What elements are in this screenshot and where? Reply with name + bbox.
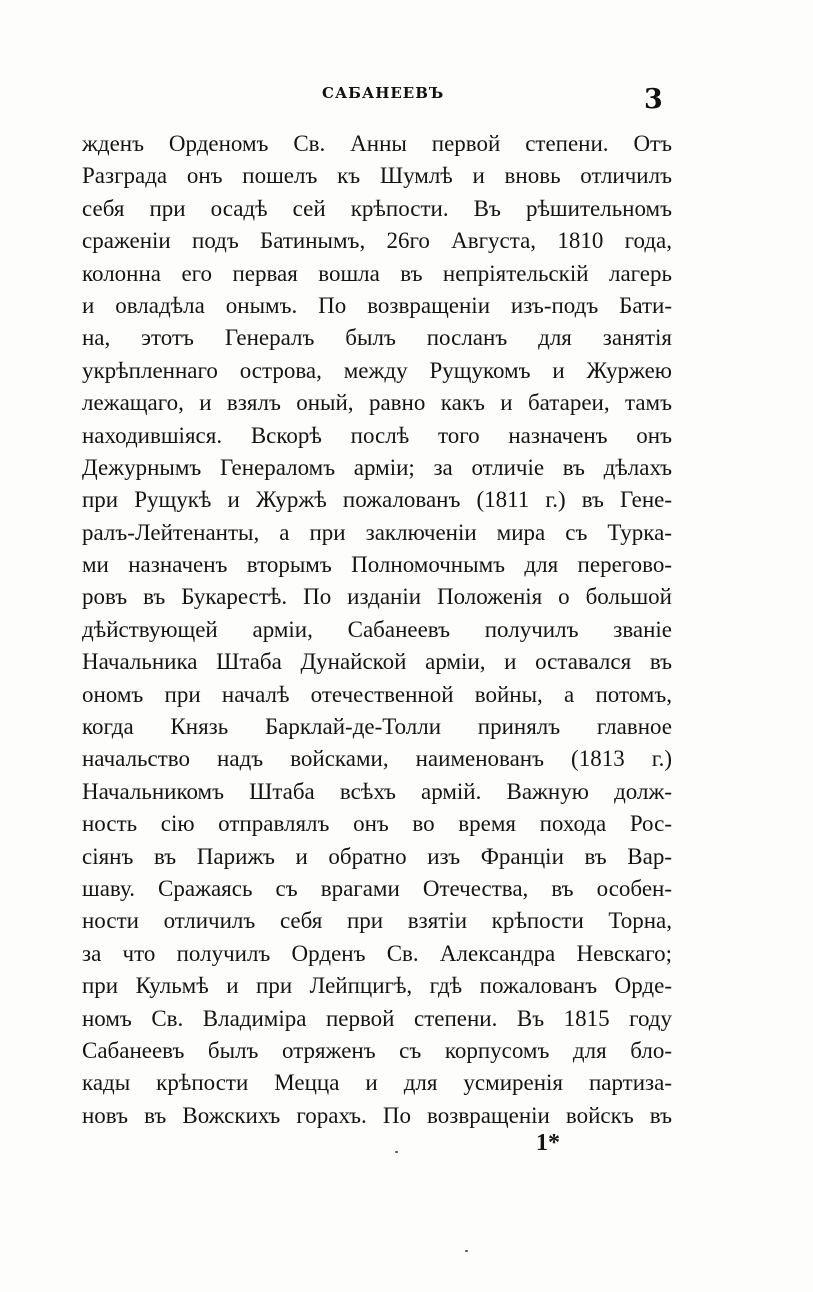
text-line: на, этотъ Генералъ былъ посланъ для занятія <box>82 325 672 351</box>
text-line: Разграда онъ пошелъ къ Шумлѣ и вновь отличилъ <box>82 163 672 189</box>
text-line: за что получилъ Орденъ Св. Александра Невскаго; <box>82 940 672 966</box>
text-line: себя при осадѣ сей крѣпости. Въ рѣшительномъ <box>82 195 672 221</box>
text-line: сраженіи подъ Батинымъ, 26го Августа, 1810 года, <box>82 228 672 254</box>
body-text <box>82 128 672 1132</box>
text-line: при Кульмѣ и при Лейпцигѣ, гдѣ пожалованъ Орде- <box>82 973 672 999</box>
text-line: жденъ Орденомъ Св. Анны первой степени. Отъ <box>82 131 672 156</box>
text-line: и овладѣла онымъ. По возвращеніи изъ-подъ Бати- <box>82 292 672 318</box>
ink-speck <box>465 1250 468 1252</box>
text-line: ономъ при началѣ отечественной войны, а потомъ, <box>82 681 672 707</box>
text-line: когда Князь Барклай-де-Толли принялъ главное <box>82 714 672 740</box>
text-line: кады крѣпости Мецца и для усмиренія партиза- <box>82 1070 672 1096</box>
text-line: ралъ-Лейтенанты, а при заключеніи мира съ Турка- <box>82 519 672 545</box>
text-line: Сабанеевъ былъ отряженъ съ корпусомъ для бло- <box>82 1037 672 1063</box>
text-line: лежащаго, и взялъ оный, равно какъ и батареи, тамъ <box>82 390 672 416</box>
text-line: Дежурнымъ Генераломъ арміи; за отличіе въ дѣлахъ <box>82 454 672 480</box>
text-line: ности отличилъ себя при взятіи крѣпости Торна, <box>82 908 672 934</box>
text-line: номъ Св. Владиміра первой степени. Въ 1815 году <box>82 1005 672 1031</box>
page-number: 3 <box>644 84 663 115</box>
ink-speck <box>395 1151 398 1153</box>
text-line: сіянъ въ Парижъ и обратно изъ Франціи въ Вар- <box>82 843 672 869</box>
text-line: ность сію отправлялъ онъ во время похода Рос- <box>82 811 672 837</box>
text-line: ровъ въ Букарестѣ. По изданіи Положенія о большой <box>82 584 672 610</box>
text-line: Начальникомъ Штаба всѣхъ армій. Важную долж- <box>82 778 672 804</box>
text-line: колонна его первая вошла въ непріятельскій лагерь <box>82 260 672 286</box>
text-line: начальство надъ войсками, наименованъ (1813 г.) <box>82 746 672 772</box>
text-line: укрѣпленнаго острова, между Рущукомъ и Журжею <box>82 357 672 383</box>
running-head: САБАНЕЕВЪ <box>322 84 445 102</box>
signature-mark: 1* <box>536 1130 560 1156</box>
text-line: при Рущукѣ и Журжѣ пожалованъ (1811 г.) въ Гене- <box>82 487 672 513</box>
text-line: находившіяся. Вскорѣ послѣ того назначенъ онъ <box>82 422 672 448</box>
text-line: дѣйствующей арміи, Сабанеевъ получилъ званіе <box>82 616 672 642</box>
text-line: новъ въ Вожскихъ горахъ. По возвращеніи войскъ въ <box>82 1102 672 1128</box>
text-line: ми назначенъ вторымъ Полномочнымъ для перегово- <box>82 552 672 578</box>
text-line: Начальника Штаба Дунайской арміи, и оставался въ <box>82 649 672 675</box>
text-line: шаву. Сражаясь съ врагами Отечества, въ особен- <box>82 875 672 901</box>
